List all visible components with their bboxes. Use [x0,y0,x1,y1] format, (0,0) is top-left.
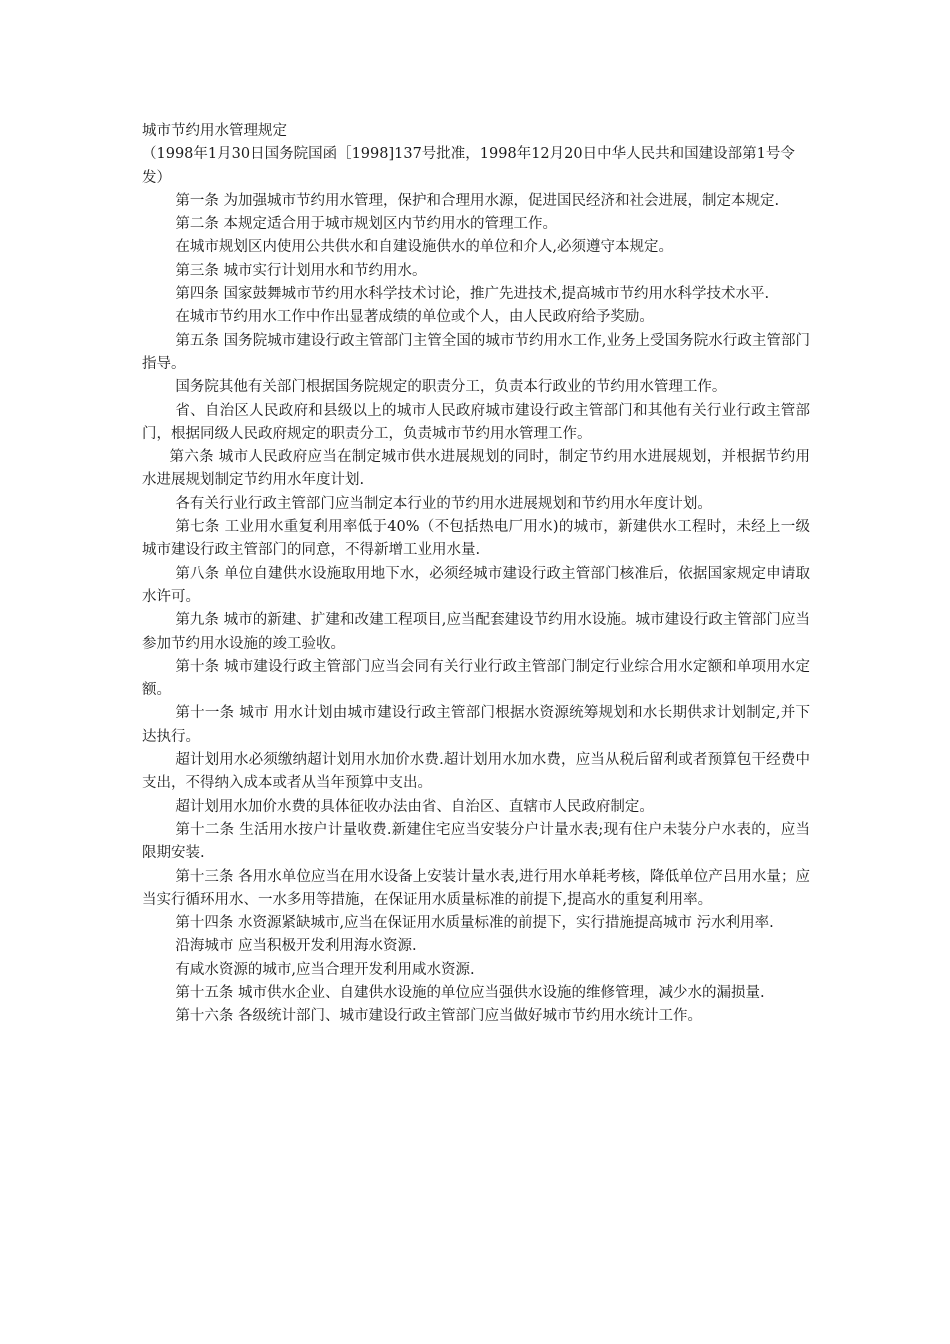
article-16: 第十六条 各级统计部门、城市建设行政主管部门应当做好城市节约用水统计工作。 [175,1008,702,1025]
article-6: 第六条 城市人民政府应当在制定城市供水进展规划的同时，制定节约用水进展规划，并根据节约用水进展规划制定节约用水年度计划. [142,449,810,489]
article-14-clause-2: 有咸水资源的城市,应当合理开发利用咸水资源. [175,961,475,978]
article-1: 第一条 为加强城市节约用水管理，保护和合理用水源，促进国民经济和社会进展，制定本规定. [175,192,780,209]
document-subtitle: （1998年1月30日国务院国函［1998]137号批准，1998年12月20日中华人民共和国建设部第1号令发） [142,146,795,186]
article-7: 第七条 工业用水重复利用率低于40%（不包括热电厂用水)的城市，新建供水工程时，未经上一级城市建设行政主管部门的同意，不得新增工业用水量. [142,519,810,559]
article-15: 第十五条 城市供水企业、自建供水设施的单位应当强供水设施的维修管理，减少水的漏损量. [175,984,765,1001]
article-6-clause: 各有关行业行政主管部门应当制定本行业的节约用水进展规划和节约用水年度计划。 [175,495,712,512]
article-14-clause-1: 沿海城市 应当积极开发利用海水资源. [175,938,417,955]
article-9: 第九条 城市的新建、扩建和改建工程项目,应当配套建设节约用水设施。城市建设行政主管部门应当参加节约用水设施的竣工验收。 [142,612,810,652]
article-5-clause-2: 省、自治区人民政府和县级以上的城市人民政府城市建设行政主管部门和其他有关行业行政主管部门，根据同级人民政府规定的职责分工，负责城市节约用水管理工作。 [142,402,810,442]
article-11-clause-1: 超计划用水必须缴纳超计划用水加价水费.超计划用水加水费，应当从税后留利或者预算包干经费中支出，不得纳入成本或者从当年预算中支出。 [142,752,810,792]
article-5: 第五条 国务院城市建设行政主管部门主管全国的城市节约用水工作,业务上受国务院水行政主管部门指导。 [142,332,810,372]
article-5-clause-1: 国务院其他有关部门根据国务院规定的职责分工，负责本行政业的节约用水管理工作。 [175,379,727,396]
article-4-clause: 在城市节约用水工作中作出显著成绩的单位或个人，由人民政府给予奖励。 [175,309,654,326]
article-4: 第四条 国家鼓舞城市节约用水科学技术讨论，推广先进技术,提高城市节约用水科学技术水平. [175,286,770,303]
article-2-clause: 在城市规划区内使用公共供水和自建设施供水的单位和介人,必须遵守本规定。 [175,239,673,256]
article-11-clause-2: 超计划用水加价水费的具体征收办法由省、自治区、直辖市人民政府制定。 [175,798,654,815]
article-14: 第十四条 水资源紧缺城市,应当在保证用水质量标准的前提下，实行措施提高城市 污水利用率. [175,915,774,932]
document-page [142,120,810,1029]
article-3: 第三条 城市实行计划用水和节约用水。 [175,262,427,279]
article-12: 第十二条 生活用水按户计量收费.新建住宅应当安装分户计量水表;现有住户未装分户水表的，应当限期安装. [142,821,810,862]
article-2: 第二条 本规定适合用于城市规划区内节约用水的管理工作。 [175,216,557,233]
article-13: 第十三条 各用水单位应当在用水设备上安装计量水表,进行用水单耗考核，降低单位产吕用水量；应当实行循环用水、一水多用等措施，在保证用水质量标准的前提下,提高水的重复利用率。 [142,868,810,908]
document-title: 城市节约用水管理规定 [142,123,287,139]
article-11: 第十一条 城市 用水计划由城市建设行政主管部门根据水资源统筹规划和水长期供求计划制定,并下达执行。 [142,705,810,745]
article-8: 第八条 单位自建供水设施取用地下水，必须经城市建设行政主管部门核准后，依据国家规定申请取水许可。 [142,565,810,605]
article-10: 第十条 城市建设行政主管部门应当会同有关行业行政主管部门制定行业综合用水定额和单项用水定额。 [142,658,810,699]
